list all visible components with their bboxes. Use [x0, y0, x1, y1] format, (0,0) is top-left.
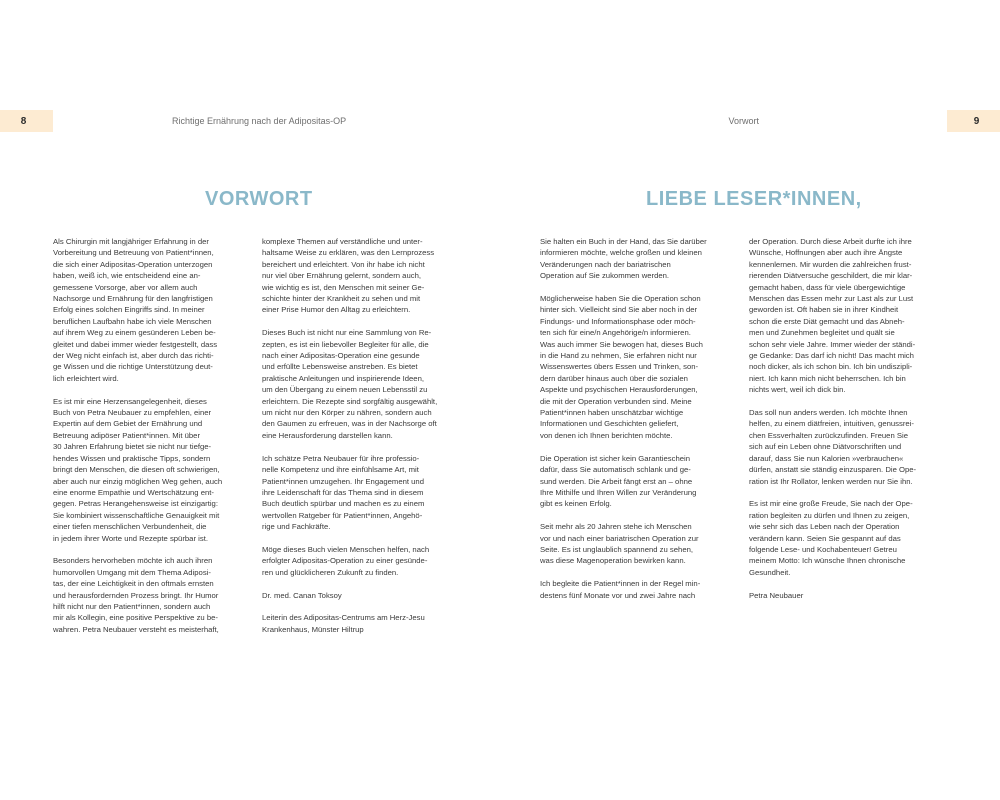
paragraph: Das soll nun anders werden. Ich möchte Ihnen helfen, zu einem diätfreien, intuitiven, genussrei- chen Essverhalten zurückzufinden. Freuen Sie sich auf ein Leben ohne Diätvorschriften und darauf, dass Sie nun Kalorien »verbrauchen« dürfen, anstatt sie ständig einzusparen. Die Ope- ration ist Ihr Rollator, lenken werden nur Sie ihn.	[749, 408, 917, 486]
text-column-2	[262, 236, 456, 635]
text-column-1	[53, 236, 247, 635]
paragraph: Möglicherweise haben Sie die Operation schon hinter sich. Vielleicht sind Sie aber noch in der Findungs- und Informationsphase oder möch- ten sich für eine/n Angehörige/n informieren. Was auch immer Sie bewogen hat, dieses Buch in die Hand zu nehmen, Sie erfahren nicht nur Wissenswertes übers Essen und Trinken, son- dern darüber hinaus auch über die sozialen Aspekte und psychischen Herausforderungen, die mit der Operation verbunden sind. Meine Patient*innen haben unschätzbar wichtige Informationen und Geschichten geliefert, von denen ich Ihnen berichten möchte.	[540, 294, 703, 440]
paragraph: Besonders hervorheben möchte ich auch ihren humorvollen Umgang mit dem Thema Adiposi- tas, der eine Leichtigkeit in den oftmals ernsten und herausfordernden Prozess bringt. Ihr Humor hilft nicht nur den Patient*innen, sondern auch mir als Kollegin, eine positive Perspektive zu be- wahren. Petra Neubauer versteht es meisterhaft,	[53, 556, 219, 634]
paragraph: Sie halten ein Buch in der Hand, das Sie darüber informieren möchte, welche großen und kleinen Veränderungen nach der bariatrischen Operation auf Sie zukommen werden.	[540, 237, 707, 281]
chapter-heading: LIEBE LESER*INNEN,	[646, 188, 862, 210]
paragraph: Die Operation ist sicher kein Garantieschein dafür, dass Sie automatisch schlank und ge- sund werden. Die Arbeit fängt erst an – ohne Ihre Mithilfe und Ihren Willen zur Veränderung gibt es keinen Erfolg.	[540, 453, 697, 509]
page-number: 9	[973, 115, 980, 127]
running-head: Vorwort	[728, 116, 759, 126]
page-number-tab	[947, 110, 1000, 132]
paragraph: Ich schätze Petra Neubauer für ihre professio- nelle Kompetenz und ihre einfühlsame Art, mit Patient*innen umzugehen. Ihr Engagement und ihre Leidenschaft für das Thema sind in diesem Buch deutlich spürbar und machen es zu einem wertvollen Ratgeber für Patient*innen, Angehö- rige und Fachkräfte.	[262, 453, 425, 532]
paragraph: der Operation. Durch diese Arbeit durfte ich ihre Wünsche, Hoffnungen aber auch ihre Ängste kennenlernen. Mir wurden die zahlreichen frust- rierenden Diätversuche geschildert, die mir klar- gemacht haben, dass für viele übergewichtige Menschen das Essen mehr zur Last als zur Lust geworden ist. Oft haben sie in ihrer Kindheit schon die erste Diät gemacht und das Abneh- men und Zunehmen begleitet und quält sie schon sehr viele Jahre. Immer wieder der ständi- ge Gedanke: Das darf ich nicht! Das macht mich noch dicker, als ich schon bin. Ich bin undiszipli- niert. Ich kann mich nicht beherrschen. Ich bin nichts wert, weil ich dick bin.	[749, 237, 916, 395]
signature-name: Petra Neubauer	[749, 590, 804, 600]
paragraph: Seit mehr als 20 Jahren stehe ich Menschen vor und nach einer bariatrischen Operation zur Seite. Es ist unglaublich spannend zu sehen, was diese Magenoperation bewirken kann.	[540, 522, 699, 566]
chapter-heading: VORWORT	[205, 188, 313, 210]
paragraph: Es ist mir eine große Freude, Sie nach der Ope- ration begleiten zu dürfen und Ihnen zu zeigen, wie sehr sich das Leben nach der Operation verändern kann. Seien Sie gespannt auf das folgende Lese- und Kochabenteuer! Getreu meinem Motto: Ich wünsche Ihnen chronische Gesundheit.	[749, 499, 913, 577]
signature-name: Dr. med. Canan Toksoy	[262, 590, 342, 600]
page-number-tab	[0, 110, 53, 132]
paragraph: Möge dieses Buch vielen Menschen helfen, nach erfolgter Adipositas-Operation zu einer gesünde- ren und glücklicheren Zukunft zu finden.	[262, 544, 430, 577]
page-number: 8	[20, 115, 27, 127]
paragraph: Als Chirurgin mit langjähriger Erfahrung in der Vorbereitung und Betreuung von Patient*innen, die sich einer Adipositas-Operation unterzogen haben, weiß ich, wie entscheidend eine an- gemessene Vorsorge, aber vor allem auch Nachsorge und Ernährung für den langfristigen Erfolg eines solchen Eingriffs sind. In meiner beruflichen Laufbahn habe ich viele Menschen auf ihrem Weg zu einem gesünderen Leben be- gleitet und dabei immer wieder festgestellt, dass der Weg nicht einfach ist, aber durch das richti- ge Wissen und die richtige Unterstützung deut- lich erleichtert wird.	[53, 237, 218, 383]
signature-affiliation: Leiterin des Adipositas-Centrums am Herz-Jesu Krankenhaus, Münster Hiltrup	[262, 613, 425, 634]
paragraph: komplexe Themen auf verständliche und unter- haltsame Weise zu erklären, was den Lernprozess bereichert und erleichtert. Von ihr habe ich nicht nur viel über Ernährung gelernt, sondern auch, wie wichtig es ist, den Menschen mit seiner Ge- schichte hinter der Krankheit zu sehen und mit einer Prise Humor den Alltag zu erleichtern.	[262, 237, 435, 315]
text-column-2	[749, 236, 943, 601]
right-page	[500, 0, 1000, 800]
running-head: Richtige Ernährung nach der Adipositas-OP	[172, 116, 347, 126]
paragraph: Dieses Buch ist nicht nur eine Sammlung von Re- zepten, es ist ein liebevoller Begleiter für alle, die nach einer Adipositas-Operation eine gesunde und erfüllte Lebensweise anstreben. Es bietet praktische Anleitungen und inspirierende Ideen, um den Übergang zu einem neuen Lebensstil zu erleichtern. Die Rezepte sind sorgfältig ausgewählt, um nicht nur den Körper zu nähren, sondern auch den Gaumen zu erfreuen, was in der Nachsorge oft eine Herausforderung darstellen kann.	[262, 328, 438, 440]
text-column-1	[540, 236, 734, 601]
paragraph: Es ist mir eine Herzensangelegenheit, dieses Buch von Petra Neubauer zu empfehlen, einer Expertin auf dem Gebiet der Ernährung und Betreuung adipöser Patient*innen. Mit über 30 Jahren Erfahrung bietet sie nicht nur tiefge- hendes Wissen und praktische Tipps, sondern bringt den Menschen, die diesen oft schwierigen, aber auch nur einzig möglichen Weg gehen, auch eine enorme Empathie und Wertschätzung ent- gegen. Petras Herangehensweise ist einzigartig: Sie kombiniert wissenschaftliche Genauigkeit mit einer tiefen menschlichen Verbundenheit, die in jedem ihrer Worte und Rezepte spürbar ist.	[53, 396, 223, 543]
paragraph: Ich begleite die Patient*innen in der Regel min- destens fünf Monate vor und zwei Jahre nach	[540, 579, 701, 600]
